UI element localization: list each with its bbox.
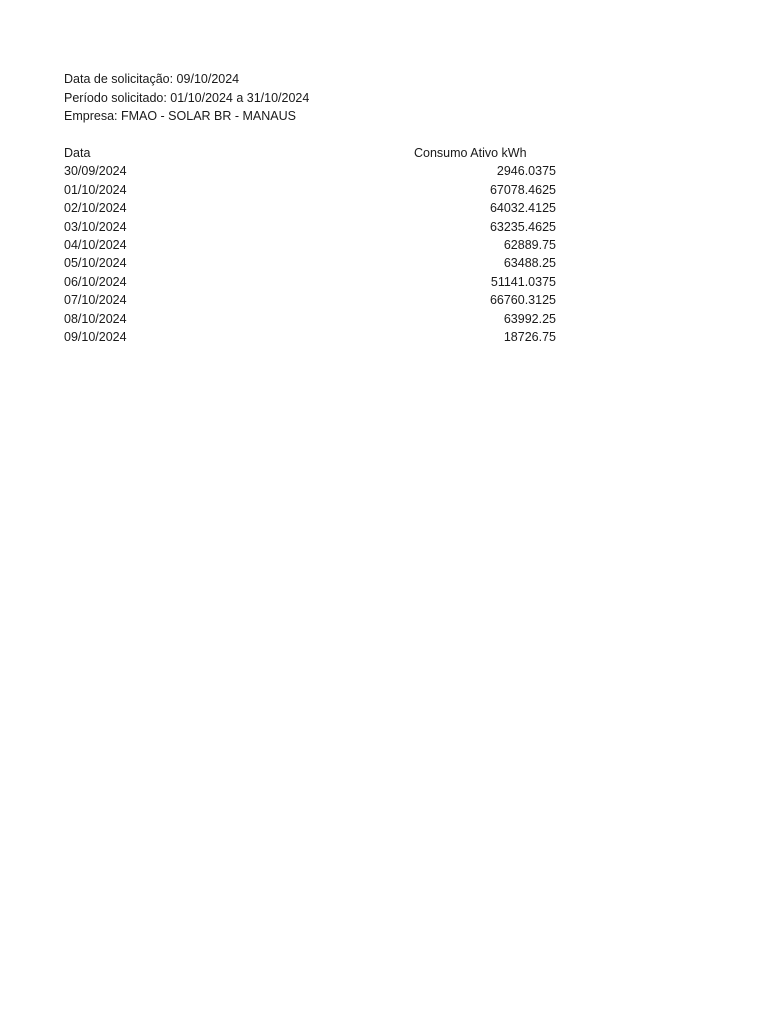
row-date: 03/10/2024 xyxy=(64,219,127,234)
table-row xyxy=(64,273,556,291)
row-date: 05/10/2024 xyxy=(64,256,127,271)
row-consumption: 67078.4625 xyxy=(489,182,556,197)
row-date: 07/10/2024 xyxy=(64,293,127,308)
column-header-consumption: Consumo Ativo kWh xyxy=(414,146,527,160)
table-row xyxy=(64,310,556,328)
table-row xyxy=(64,199,556,217)
row-consumption: 63488.25 xyxy=(503,256,556,271)
table-row xyxy=(64,254,556,272)
row-consumption: 51141.0375 xyxy=(490,274,556,289)
row-date: 08/10/2024 xyxy=(64,311,127,326)
row-consumption: 2946.0375 xyxy=(496,164,556,179)
row-date: 06/10/2024 xyxy=(64,274,127,289)
row-date: 04/10/2024 xyxy=(64,237,127,252)
row-consumption: 64032.4125 xyxy=(489,201,556,216)
table-row xyxy=(64,328,556,346)
row-consumption: 63992.25 xyxy=(503,311,556,326)
row-date: 02/10/2024 xyxy=(64,201,127,216)
consumption-table xyxy=(64,144,556,346)
table-row xyxy=(64,162,556,180)
row-consumption: 63235.4625 xyxy=(489,219,556,234)
row-consumption: 62889.75 xyxy=(503,237,556,252)
request-date-line: Data de solicitação: 09/10/2024 xyxy=(64,72,240,86)
column-header-date: Data xyxy=(64,146,91,160)
row-date: 01/10/2024 xyxy=(64,182,127,197)
row-date: 30/09/2024 xyxy=(64,164,127,179)
report-header xyxy=(64,70,309,126)
table-row xyxy=(64,181,556,199)
period-line: Período solicitado: 01/10/2024 a 31/10/2024 xyxy=(64,90,310,105)
row-consumption: 66760.3125 xyxy=(489,293,556,308)
table-row xyxy=(64,236,556,254)
table-header-row xyxy=(64,144,556,162)
row-date: 09/10/2024 xyxy=(64,329,127,344)
row-consumption: 18726.75 xyxy=(503,329,556,344)
company-line: Empresa: FMAO - SOLAR BR - MANAUS xyxy=(64,109,296,123)
table-row xyxy=(64,291,556,309)
table-row xyxy=(64,218,556,236)
